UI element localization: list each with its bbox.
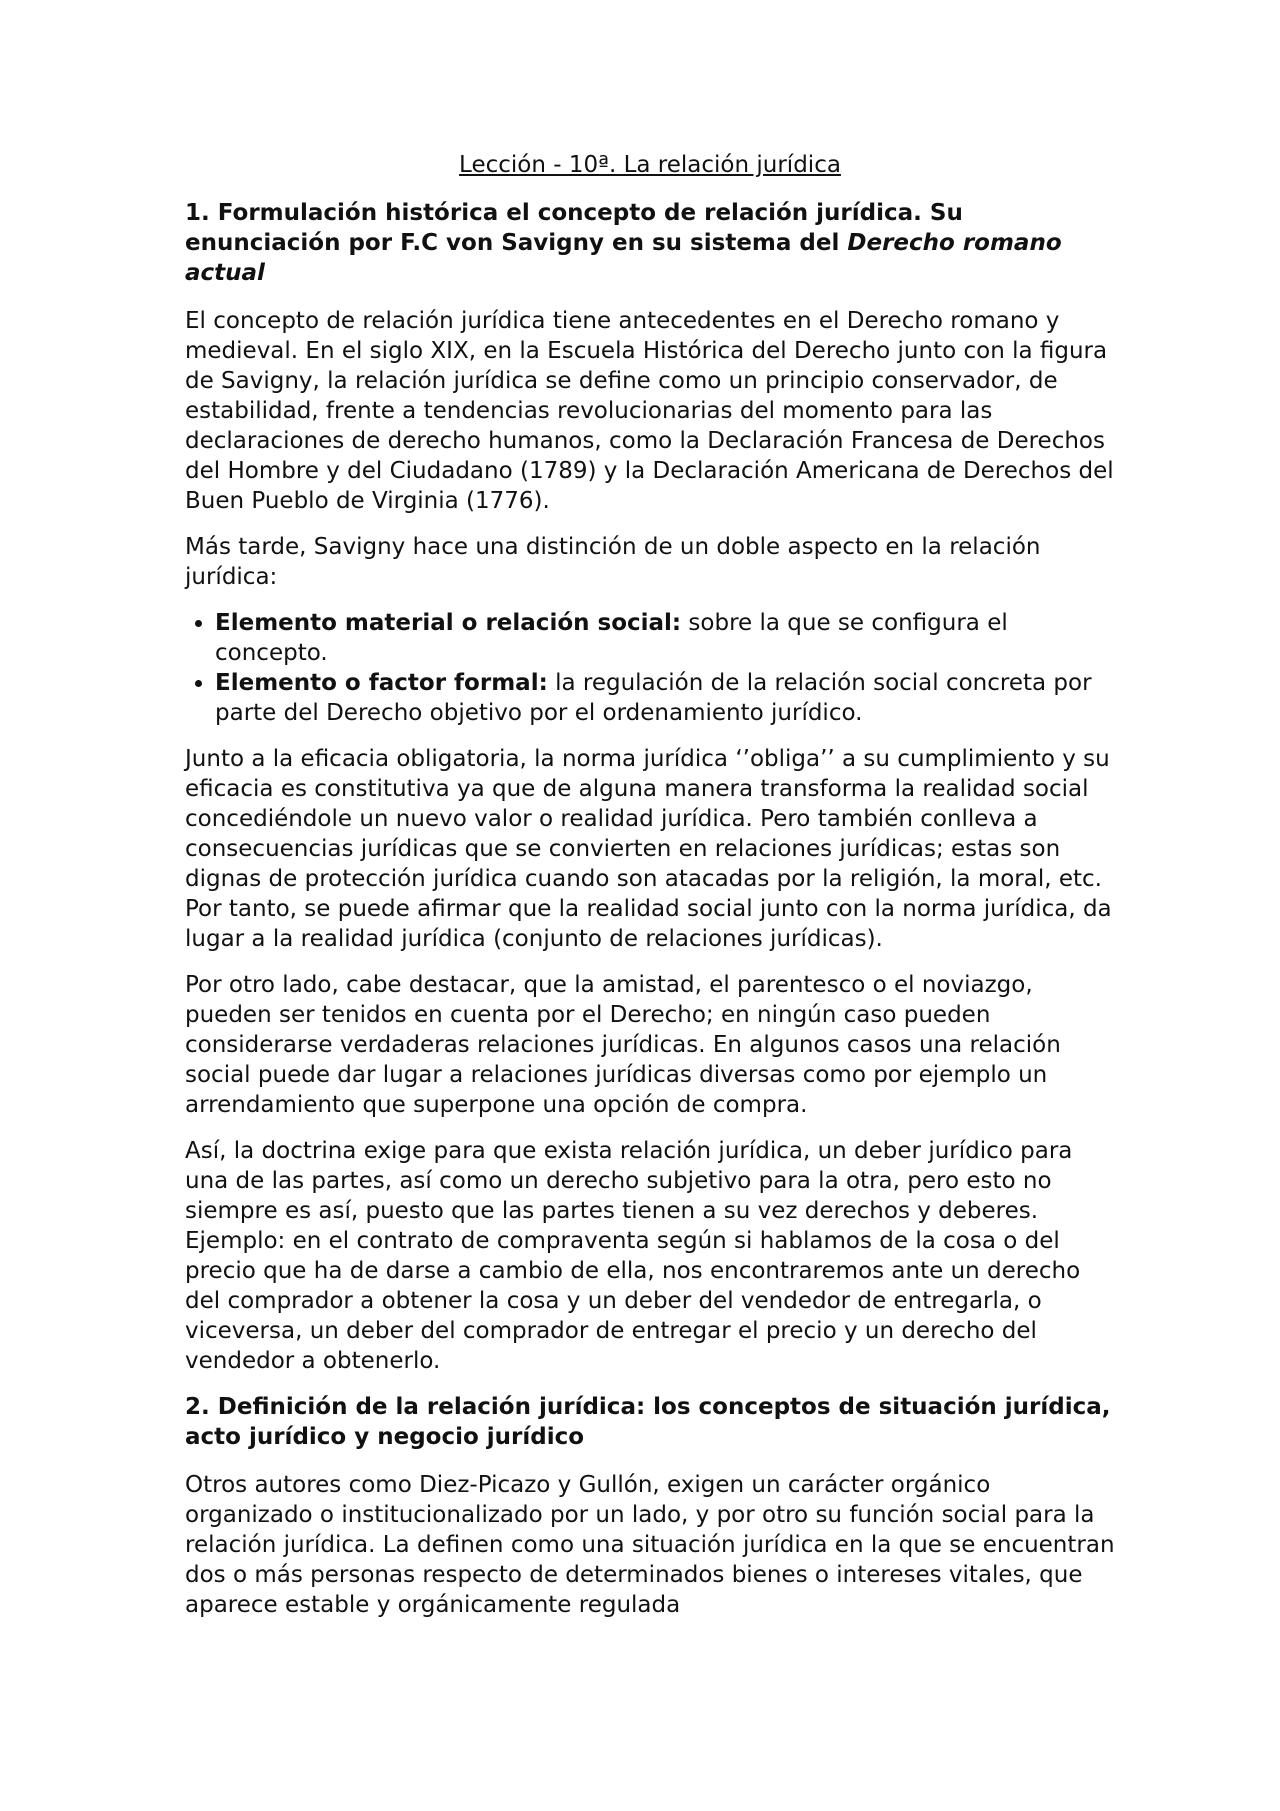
paragraph-4: Por otro lado, cabe destacar, que la amistad, el parentesco o el noviazgo, pueden ser tenidos en cuenta por el Derecho; en ningún caso pueden considerarse verdaderas relaciones jurídicas. En algunos casos una relación social puede dar lugar a relaciones jurídicas diversas como por ejemplo un arrendamiento que superpone una opción de compra.	[185, 972, 1061, 1118]
paragraph-6: Otros autores como Diez-Picazo y Gullón, exigen un carácter orgánico organizado o institucionalizado por un lado, y por otro su función social para la relación jurídica. La definen como una situación jurídica en la que se encuentran dos o más personas respecto de determinados bienes o intereses vitales, que aparece estable y orgánicamente regulada	[185, 1472, 1115, 1618]
section-2-heading: 2. Definición de la relación jurídica: los conceptos de situación jurídica, acto jurídico y negocio jurídico	[185, 1394, 1111, 1450]
list-item-term: Elemento o factor formal:	[215, 670, 548, 696]
list-item	[215, 668, 1115, 728]
paragraph-5: Así, la doctrina exige para que exista relación jurídica, un deber jurídico para una de las partes, así como un derecho subjetivo para la otra, pero esto no siempre es así, puesto que las partes tienen a su vez derechos y deberes. Ejemplo: en el contrato de compraventa según si hablamos de la cosa o del precio que ha de darse a cambio de ella, nos encontraremos ante un derecho del comprador a obtener la cosa y un deber del vendedor de entregarla, o viceversa, un deber del comprador de entregar el precio y un derecho del vendedor a obtenerlo.	[185, 1138, 1081, 1374]
list-item-term: Elemento material o relación social:	[215, 610, 682, 636]
element-list	[185, 608, 1115, 728]
document-title: Lección - 10ª. La relación jurídica	[459, 152, 841, 178]
section-1-heading-italic: Derecho romano actual	[185, 230, 1062, 286]
list-item	[215, 608, 1115, 668]
section-1-heading	[185, 198, 1115, 288]
section-1-heading-text: 1. Formulación histórica el concepto de relación jurídica. Su enunciación por F.C von Savigny en su sistema del	[185, 200, 963, 256]
paragraph-2: Más tarde, Savigny hace una distinción de un doble aspecto en la relación jurídica:	[185, 534, 1041, 590]
paragraph-1: El concepto de relación jurídica tiene antecedentes en el Derecho romano y medieval. En el siglo XIX, en la Escuela Histórica del Derecho junto con la figura de Savigny, la relación jurídica se define como un principio conservador, de estabilidad, frente a tendencias revolucionarias del momento para las declaraciones de derecho humanos, como la Declaración Francesa de Derechos del Hombre y del Ciudadano (1789) y la Declaración Americana de Derechos del Buen Pueblo de Virginia (1776).	[185, 308, 1114, 514]
list-item-text: la regulación de la relación social concreta por parte del Derecho objetivo por el ordenamiento jurídico.	[215, 670, 1092, 726]
paragraph-3: Junto a la eficacia obligatoria, la norma jurídica ‘’obliga’’ a su cumplimiento y su eficacia es constitutiva ya que de alguna manera transforma la realidad social concediéndole un nuevo valor o realidad jurídica. Pero también conlleva a consecuencias jurídicas que se convierten en relaciones jurídicas; estas son dignas de protección jurídica cuando son atacadas por la religión, la moral, etc. Por tanto, se puede afirmar que la realidad social junto con la norma jurídica, da lugar a la realidad jurídica (conjunto de relaciones jurídicas).	[185, 746, 1112, 952]
document-page	[185, 150, 1115, 1636]
list-item-text: sobre la que se configura el concepto.	[215, 610, 1008, 666]
